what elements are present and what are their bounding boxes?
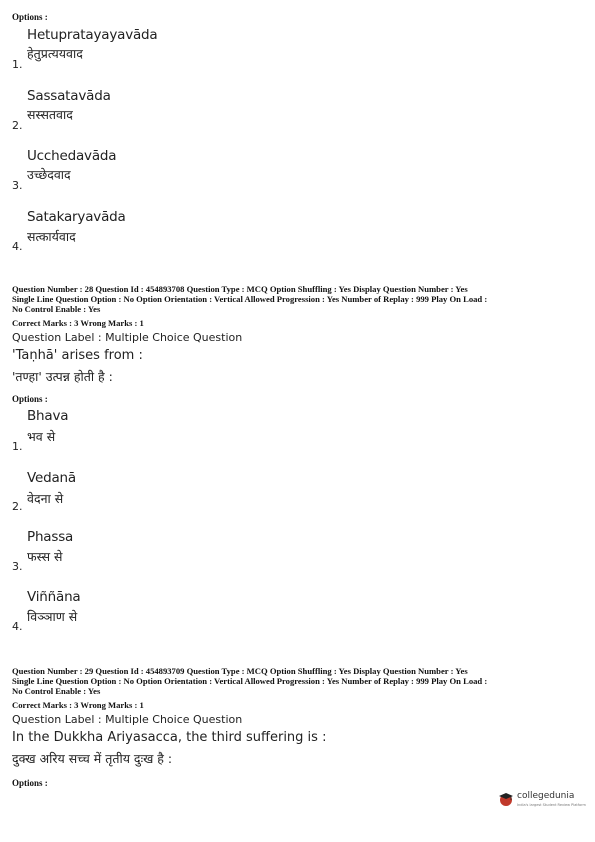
q28-option-1-text-en: Bhava bbox=[27, 408, 69, 424]
q28-meta-line3: No Control Enable : Yes bbox=[12, 304, 101, 314]
q29-question-text-en: In the Dukkha Ariyasacca, the third suffering is : bbox=[12, 730, 327, 745]
option-2-text-en: Sassatavāda bbox=[27, 88, 111, 104]
q28-question-text-hi: 'तण्हा' उत्पन्न होती है : bbox=[12, 369, 113, 384]
q28-option-2-text-hi: वेदना से bbox=[27, 491, 64, 506]
logo-tagline: India's largest Student Review Platform bbox=[517, 803, 586, 807]
option-4-number: 4. bbox=[12, 240, 23, 253]
q28-question-text-en: 'Taṇhā' arises from : bbox=[12, 348, 143, 363]
q29-question-text-hi: दुक्ख अरिय सच्च में तृतीय दुःख है : bbox=[12, 751, 173, 766]
option-3-number: 3. bbox=[12, 179, 23, 192]
q28-option-2-number: 2. bbox=[12, 500, 23, 513]
q28-option-3-text-en: Phassa bbox=[27, 529, 74, 545]
option-3-text-hi: उच्छेदवाद bbox=[27, 167, 71, 182]
q29-meta-line2: Single Line Question Option : No Option Orientation : Vertical Allowed Progression : Yes Number of Replay : 999 Play On Load : bbox=[12, 676, 488, 686]
q28-option-4-text-en: Viññāna bbox=[27, 589, 81, 605]
q28-option-1-number: 1. bbox=[12, 440, 23, 453]
collegedunia-logo bbox=[498, 788, 590, 816]
q28-marks: Correct Marks : 3 Wrong Marks : 1 bbox=[12, 318, 144, 328]
q28-option-1-text-hi: भव से bbox=[27, 429, 56, 444]
q29-question-label: Question Label : Multiple Choice Question bbox=[12, 713, 243, 726]
option-1-text-hi: हेतुप्रत्ययवाद bbox=[27, 46, 83, 61]
option-3-text-en: Ucchedavāda bbox=[27, 148, 117, 164]
q29-marks: Correct Marks : 3 Wrong Marks : 1 bbox=[12, 700, 144, 710]
q28-options-label: Options : bbox=[12, 394, 48, 404]
option-2-text-hi: सस्सतवाद bbox=[27, 107, 73, 122]
q29-meta-line1: Question Number : 29 Question Id : 454893709 Question Type : MCQ Option Shuffling : Yes Display Question Number : Yes bbox=[12, 666, 468, 676]
option-4-text-hi: सत्कार्यवाद bbox=[27, 229, 76, 244]
q28-option-2-text-en: Vedanā bbox=[27, 470, 76, 486]
logo-name: collegedunia bbox=[517, 791, 575, 801]
option-1-text-en: Hetupratayayavāda bbox=[27, 27, 158, 43]
q29-options-label: Options : bbox=[12, 778, 48, 788]
option-2-number: 2. bbox=[12, 119, 23, 132]
q28-option-3-number: 3. bbox=[12, 560, 23, 573]
q28-option-4-text-hi: विञ्ञाण से bbox=[27, 609, 78, 624]
q28-question-label: Question Label : Multiple Choice Question bbox=[12, 331, 243, 344]
q29-meta-line3: No Control Enable : Yes bbox=[12, 686, 101, 696]
q28-meta-line1: Question Number : 28 Question Id : 454893708 Question Type : MCQ Option Shuffling : Yes Display Question Number : Yes bbox=[12, 284, 468, 294]
graduation-cap-icon bbox=[498, 791, 514, 807]
option-1-number: 1. bbox=[12, 58, 23, 71]
option-4-text-en: Satakaryavāda bbox=[27, 209, 126, 225]
q28-meta-line2: Single Line Question Option : No Option Orientation : Vertical Allowed Progression : Yes Number of Replay : 999 Play On Load : bbox=[12, 294, 488, 304]
q28-option-3-text-hi: फस्स से bbox=[27, 549, 63, 564]
q28-option-4-number: 4. bbox=[12, 620, 23, 633]
options-label: Options : bbox=[12, 12, 48, 22]
